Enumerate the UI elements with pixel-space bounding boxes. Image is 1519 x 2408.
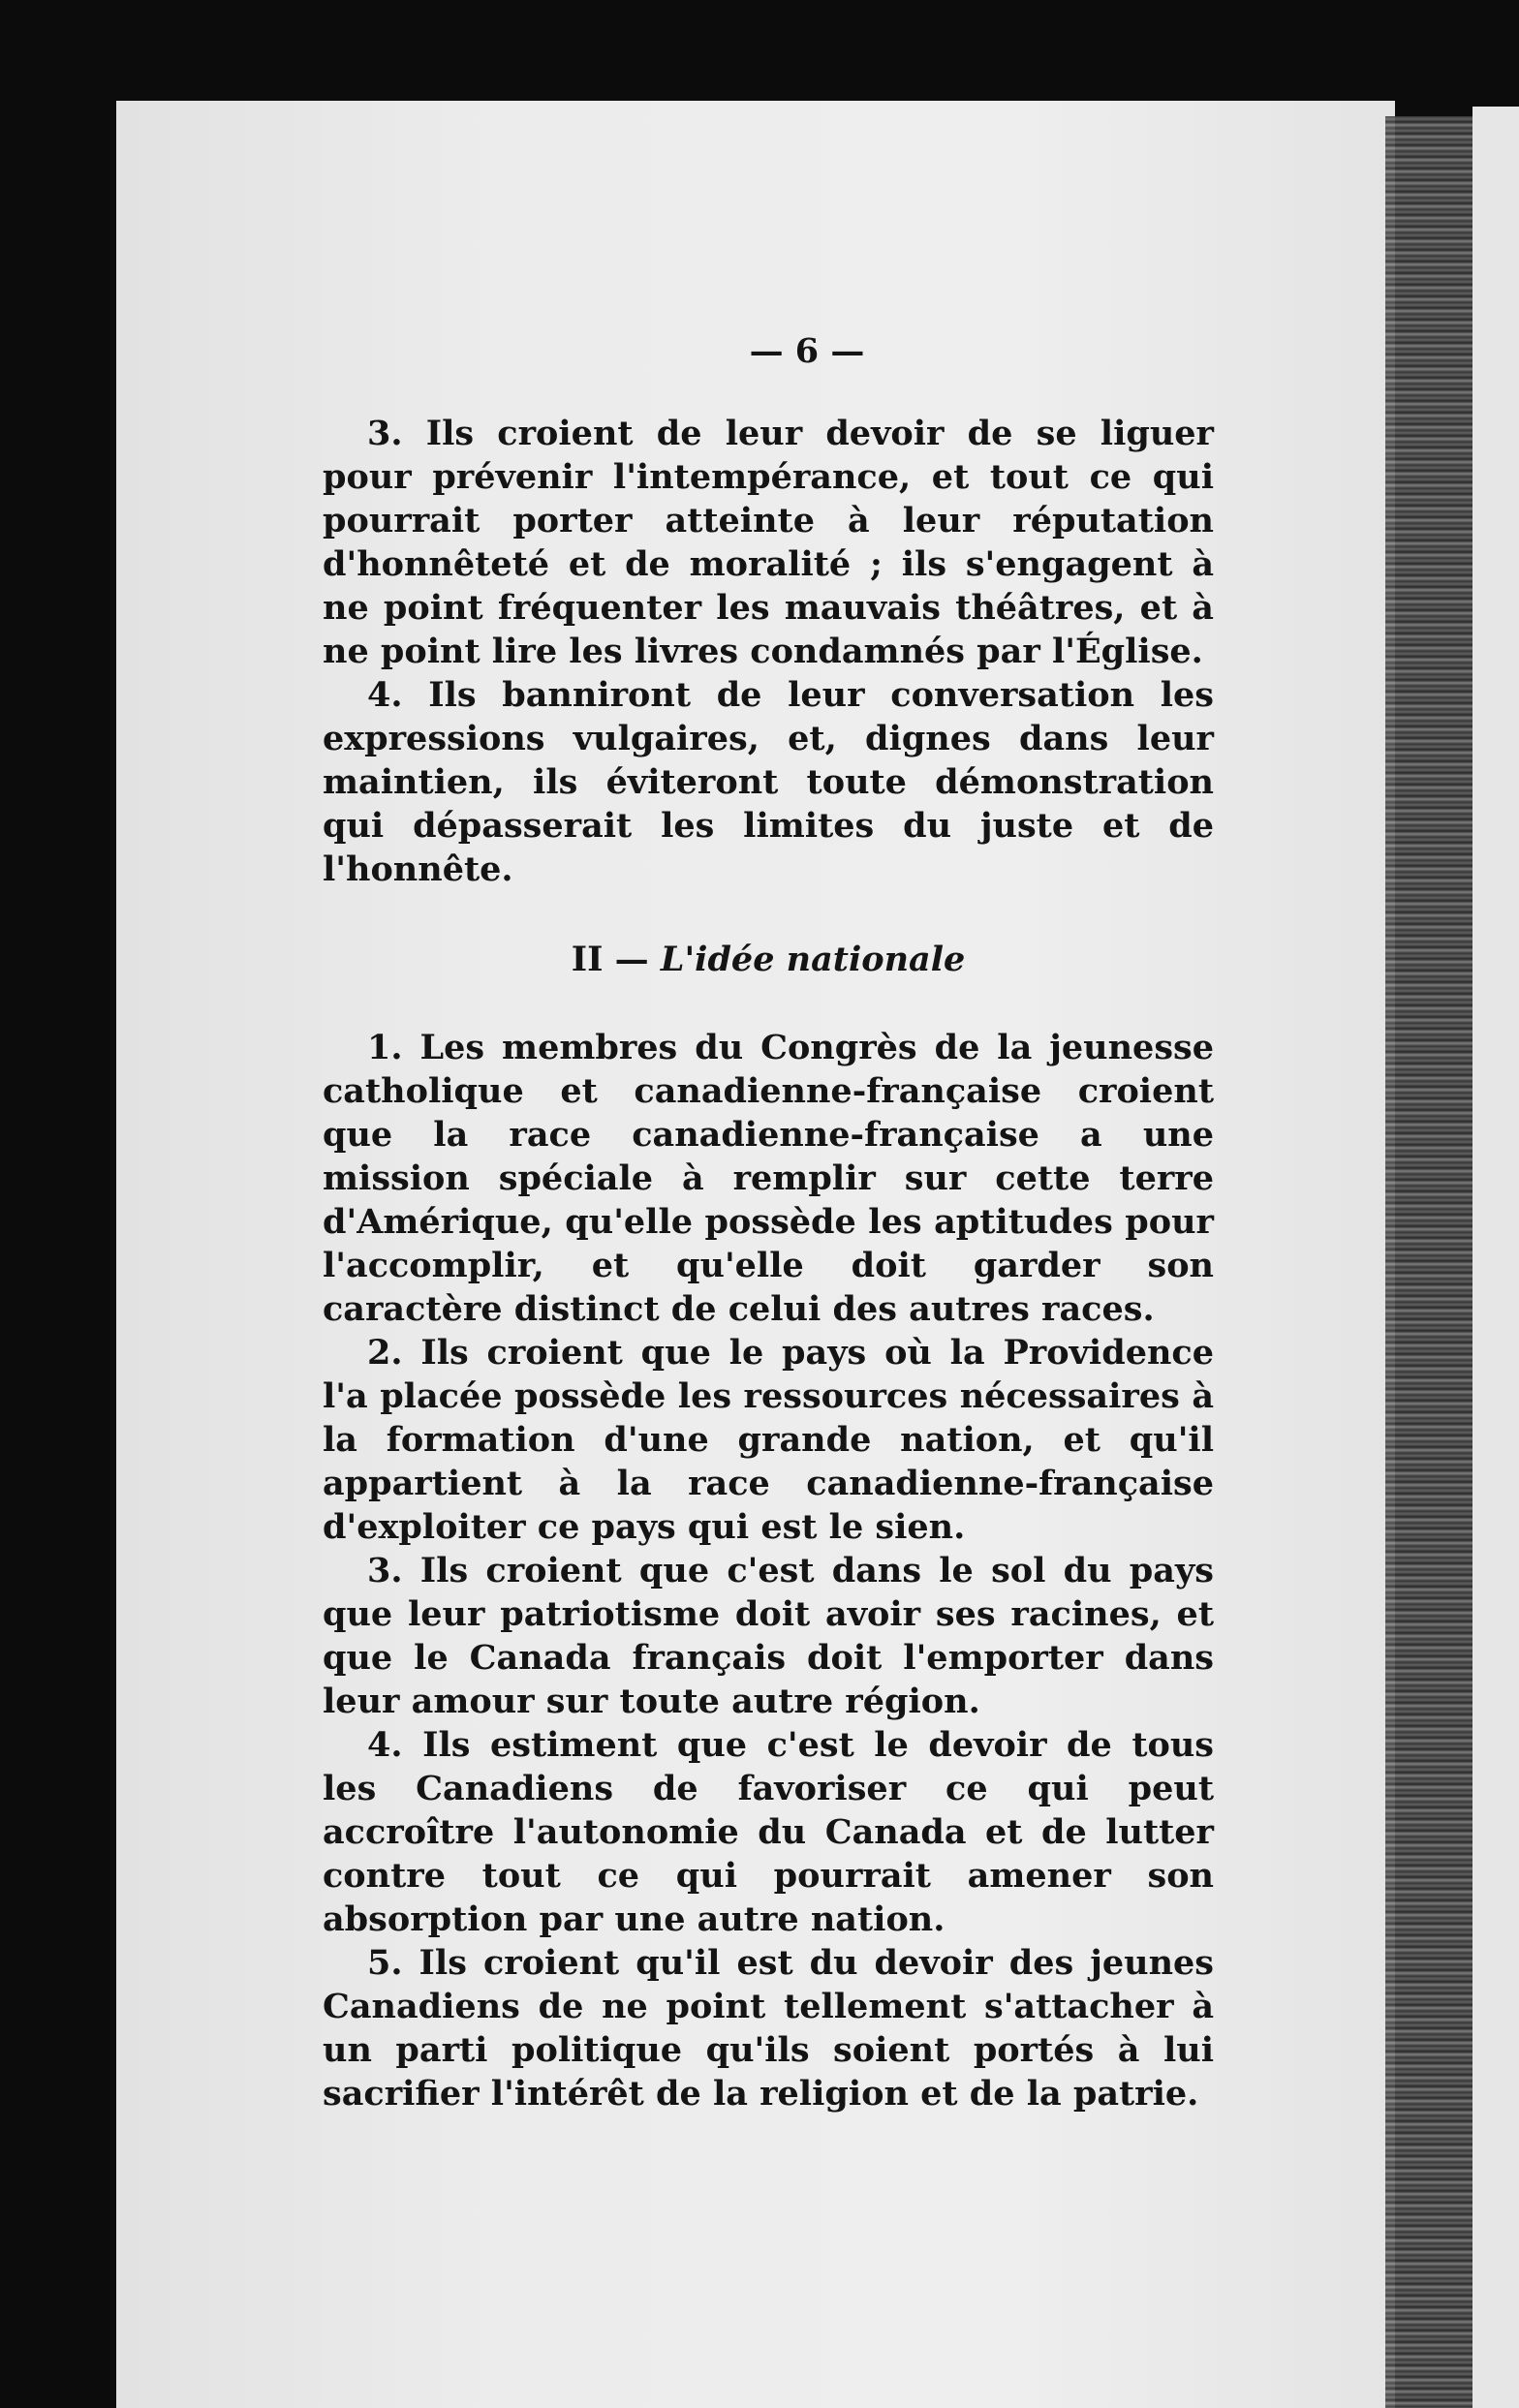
paragraph-2-5: 5. Ils croient qu'il est du devoir des jeunes Canadiens de ne point tellement s'attacher à un parti politique qu'ils soient portés à lui sacrifier l'intérêt de la religion et de la patrie. (323, 1943, 1214, 2114)
adjacent-page-edge (1472, 107, 1519, 2408)
paragraph-2-4: 4. Ils estiment que c'est le devoir de tous les Canadiens de favoriser ce qui peut accroître l'autonomie du Canada et de lutter contre tout ce qui pourrait amener son absorption par une autre nation. (323, 1725, 1214, 1939)
paragraph-2-3: 3. Ils croient que c'est dans le sol du pays que leur patriotisme doit avoir ses racines, et que le Canada français doit l'emporter dans leur amour sur toute autre région. (323, 1551, 1214, 1721)
section-number: II — (571, 940, 649, 979)
book-binding (1385, 116, 1472, 2408)
page-text (323, 329, 1214, 2115)
paragraph-1-3: 3. Ils croient de leur devoir de se liguer pour prévenir l'intempérance, et tout ce qui pourrait porter atteinte à leur réputation d'honnêteté et de moralité ; ils s'engagent à ne point fréquenter les mauvais théâtres, et à ne point lire les livres condamnés par l'Église. (323, 414, 1214, 671)
page-number: — 6 — (749, 331, 865, 371)
paragraph-2-1: 1. Les membres du Congrès de la jeunesse catholique et canadienne-française croient que la race canadienne-française a une mission spéciale à remplir sur cette terre d'Amérique, qu'elle possède les aptitudes pour l'accomplir, et qu'elle doit garder son caractère distinct de celui des autres races. (323, 1028, 1214, 1329)
paragraph-1-4: 4. Ils banniront de leur conversation les expressions vulgaires, et, dignes dans leur maintien, ils éviteront toute démonstration qui dépasserait les limites du juste et de l'honnête. (323, 675, 1214, 889)
section-heading (323, 938, 1214, 981)
paragraph-2-2: 2. Ils croient que le pays où la Providence l'a placée possède les ressources nécessaires à la formation d'une grande nation, et qu'il appartient à la race canadienne-française d'exploiter ce pays qui est le sien. (323, 1333, 1214, 1547)
section-title: L'idée nationale (660, 940, 966, 979)
